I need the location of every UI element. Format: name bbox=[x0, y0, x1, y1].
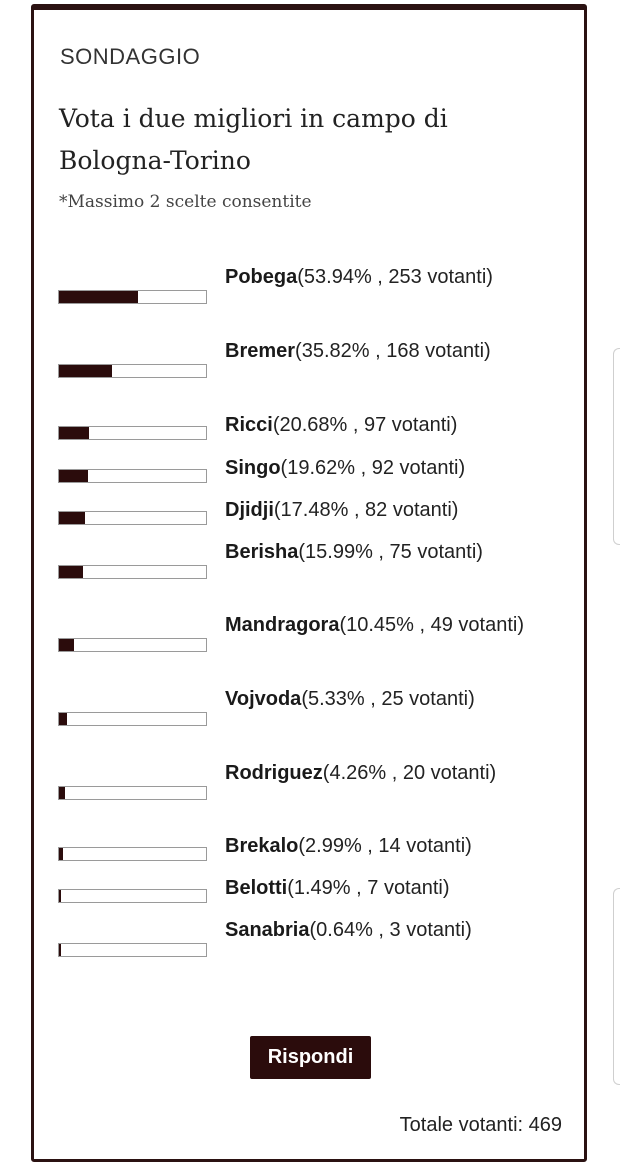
result-bar bbox=[58, 364, 207, 378]
submit-button[interactable]: Rispondi bbox=[250, 1036, 371, 1079]
result-bar bbox=[58, 786, 207, 800]
total-votes: Totale votanti: 469 bbox=[399, 1114, 562, 1136]
option-label bbox=[225, 830, 525, 862]
option-name: Singo bbox=[225, 457, 281, 479]
option-name: Bremer bbox=[225, 340, 296, 362]
option-name: Belotti bbox=[225, 877, 288, 899]
result-bar-fill bbox=[59, 291, 138, 303]
option-detail: (19.62% , 92 votanti) bbox=[280, 457, 466, 479]
result-bar-fill bbox=[59, 512, 85, 524]
result-bar-fill bbox=[59, 787, 65, 799]
option-label bbox=[225, 452, 525, 484]
option-name: Vojvoda bbox=[225, 688, 302, 710]
result-bar-fill bbox=[59, 944, 61, 956]
result-bar bbox=[58, 290, 207, 304]
scroll-edge-lower bbox=[613, 888, 620, 1085]
result-bar-fill bbox=[59, 890, 61, 902]
option-label bbox=[225, 409, 525, 441]
option-label bbox=[225, 757, 525, 789]
option-detail: (35.82% , 168 votanti) bbox=[295, 340, 491, 362]
result-bar bbox=[58, 638, 207, 652]
result-bar-fill bbox=[59, 713, 67, 725]
option-label bbox=[225, 609, 525, 641]
option-detail: (15.99% , 75 votanti) bbox=[298, 541, 483, 563]
result-bar bbox=[58, 565, 207, 579]
result-bar bbox=[58, 712, 207, 726]
result-bar-fill bbox=[59, 566, 83, 578]
option-detail: (2.99% , 14 votanti) bbox=[298, 835, 472, 857]
option-name: Ricci bbox=[225, 414, 273, 436]
result-bar bbox=[58, 469, 207, 483]
option-name: Djidji bbox=[225, 499, 274, 521]
result-bar bbox=[58, 943, 207, 957]
result-bar-fill bbox=[59, 639, 74, 651]
option-detail: (20.68% , 97 votanti) bbox=[272, 414, 458, 436]
result-bar bbox=[58, 847, 207, 861]
option-detail: (5.33% , 25 votanti) bbox=[301, 688, 475, 710]
poll-question: Vota i due migliori in campo di Bologna-Torino bbox=[59, 104, 448, 175]
option-label bbox=[225, 914, 525, 946]
option-label bbox=[225, 683, 525, 715]
option-name: Berisha bbox=[225, 541, 299, 563]
option-name: Pobega bbox=[225, 266, 298, 288]
option-name: Rodriguez bbox=[225, 762, 323, 784]
poll-heading: SONDAGGIO bbox=[60, 44, 201, 69]
option-name: Sanabria bbox=[225, 919, 310, 941]
option-detail: (17.48% , 82 votanti) bbox=[273, 499, 459, 521]
option-detail: (0.64% , 3 votanti) bbox=[309, 919, 472, 941]
option-label bbox=[225, 261, 525, 293]
result-bar bbox=[58, 426, 207, 440]
option-detail: (1.49% , 7 votanti) bbox=[287, 877, 450, 899]
option-name: Brekalo bbox=[225, 835, 299, 857]
result-bar bbox=[58, 889, 207, 903]
result-bar-fill bbox=[59, 848, 63, 860]
option-label bbox=[225, 335, 525, 367]
poll-card bbox=[31, 4, 587, 1162]
option-detail: (10.45% , 49 votanti) bbox=[339, 614, 525, 636]
option-label bbox=[225, 872, 525, 904]
result-bar bbox=[58, 511, 207, 525]
option-name: Mandragora bbox=[225, 614, 340, 636]
option-detail: (4.26% , 20 votanti) bbox=[322, 762, 497, 784]
option-detail: (53.94% , 253 votanti) bbox=[297, 266, 493, 288]
option-label bbox=[225, 494, 525, 526]
scroll-edge-upper bbox=[613, 348, 620, 545]
poll-note: *Massimo 2 scelte consentite bbox=[59, 192, 312, 212]
result-bar-fill bbox=[59, 427, 89, 439]
result-bar-fill bbox=[59, 365, 112, 377]
option-label bbox=[225, 536, 525, 568]
result-bar-fill bbox=[59, 470, 88, 482]
